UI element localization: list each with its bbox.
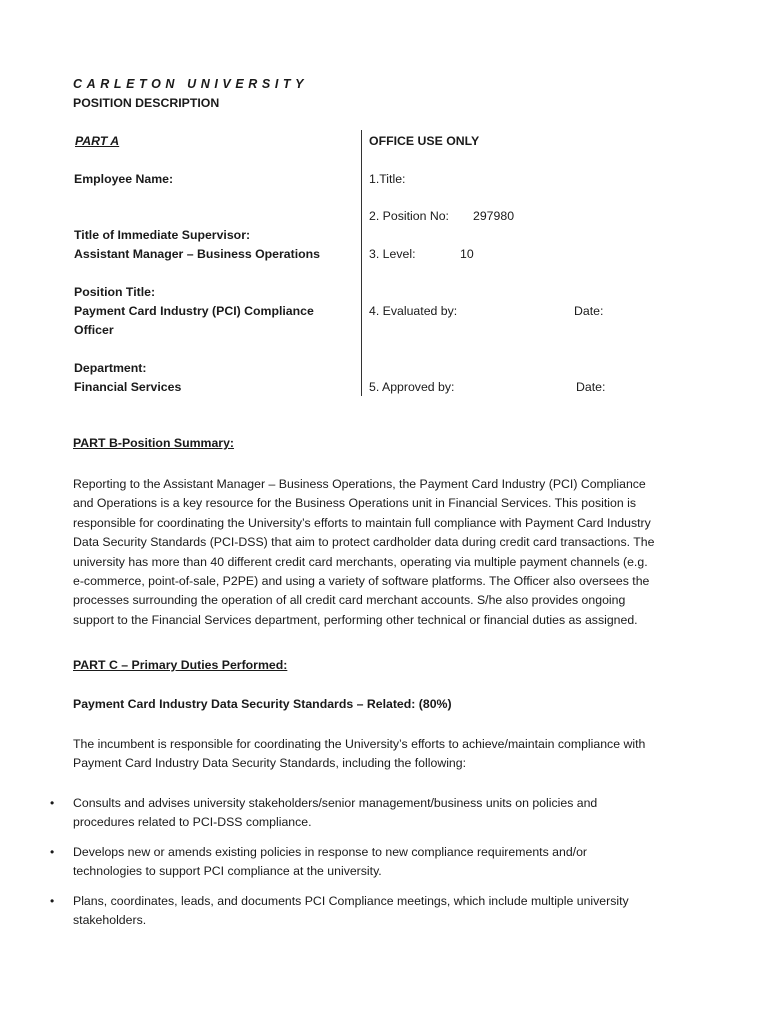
title-label: 1.Title: <box>369 172 406 186</box>
summary-line: support to the Financial Services department, performing other technical or financial duties as assigned. <box>73 612 638 627</box>
summary-line: university has more than 40 different credit card merchants, operating via multiple payment channels (e.g. <box>73 554 648 569</box>
duties-subheading: Payment Card Industry Data Security Standards – Related: (80%) <box>73 697 452 711</box>
summary-line: and Operations is a key resource for the Business Operations unit in Financial Services. This position is <box>73 496 636 511</box>
list-item <box>73 794 693 833</box>
list-item <box>73 843 693 882</box>
summary-line: processes surrounding the operation of all credit card merchant accounts. S/he also provides ongoing <box>73 593 626 608</box>
employee-name-label: Employee Name: <box>74 172 174 186</box>
list-item-line: procedures related to PCI-DSS compliance. <box>73 815 312 830</box>
department-label: Department: <box>74 361 147 375</box>
column-divider <box>361 130 362 396</box>
approved-date-label: Date: <box>576 380 606 394</box>
document-title: POSITION DESCRIPTION <box>73 96 220 110</box>
bullet-marker: • <box>50 845 55 859</box>
position-no-value: 297980 <box>473 209 515 223</box>
position-title-line2: Officer <box>74 323 114 337</box>
list-item-line: Develops new or amends existing policies in response to new compliance requirements and/or <box>73 845 588 859</box>
part-c-heading: PART C – Primary Duties Performed: <box>73 658 288 672</box>
list-item-line: stakeholders. <box>73 913 147 928</box>
intro-line: The incumbent is responsible for coordinating the University’s efforts to achieve/maintain compliance with <box>73 737 646 751</box>
summary-line: responsible for coordinating the University’s efforts to maintain full compliance with Payment Card Industry <box>73 515 651 530</box>
position-summary <box>73 475 703 630</box>
bullet-marker: • <box>50 894 55 908</box>
office-use-heading: OFFICE USE ONLY <box>369 134 480 148</box>
approved-by-label: 5. Approved by: <box>369 380 455 394</box>
position-title-line1: Payment Card Industry (PCI) Compliance <box>74 304 314 318</box>
supervisor-label: Title of Immediate Supervisor: <box>74 228 251 242</box>
summary-line: Data Security Standards (PCI-DSS) that aim to protect cardholder data during credit card transactions. The <box>73 535 655 550</box>
summary-line: e-commerce, point-of-sale, P2PE) and using a variety of software platforms. The Officer also oversees the <box>73 574 650 589</box>
list-item-line: technologies to support PCI compliance at the university. <box>73 864 382 879</box>
university-name: CARLETON UNIVERSITY <box>73 77 309 91</box>
list-item-line: Consults and advises university stakeholders/senior management/business units on policies and <box>73 796 598 810</box>
evaluated-by-label: 4. Evaluated by: <box>369 304 458 318</box>
level-value: 10 <box>460 247 474 261</box>
intro-line: Payment Card Industry Data Security Standards, including the following: <box>73 756 467 771</box>
department-value: Financial Services <box>74 380 182 394</box>
bullet-marker: • <box>50 796 55 810</box>
list-item <box>73 892 693 931</box>
level-label: 3. Level: <box>369 247 416 261</box>
part-a-heading: PART A <box>75 134 120 148</box>
supervisor-value: Assistant Manager – Business Operations <box>74 247 321 261</box>
part-b-heading: PART B-Position Summary: <box>73 436 235 450</box>
list-item-line: Plans, coordinates, leads, and documents PCI Compliance meetings, which include multiple university <box>73 894 629 908</box>
duties-intro <box>73 735 703 774</box>
position-no-label: 2. Position No: <box>369 209 449 223</box>
summary-line: Reporting to the Assistant Manager – Business Operations, the Payment Card Industry (PCI) Compliance <box>73 477 646 491</box>
evaluated-date-label: Date: <box>574 304 604 318</box>
position-title-label: Position Title: <box>74 285 156 299</box>
